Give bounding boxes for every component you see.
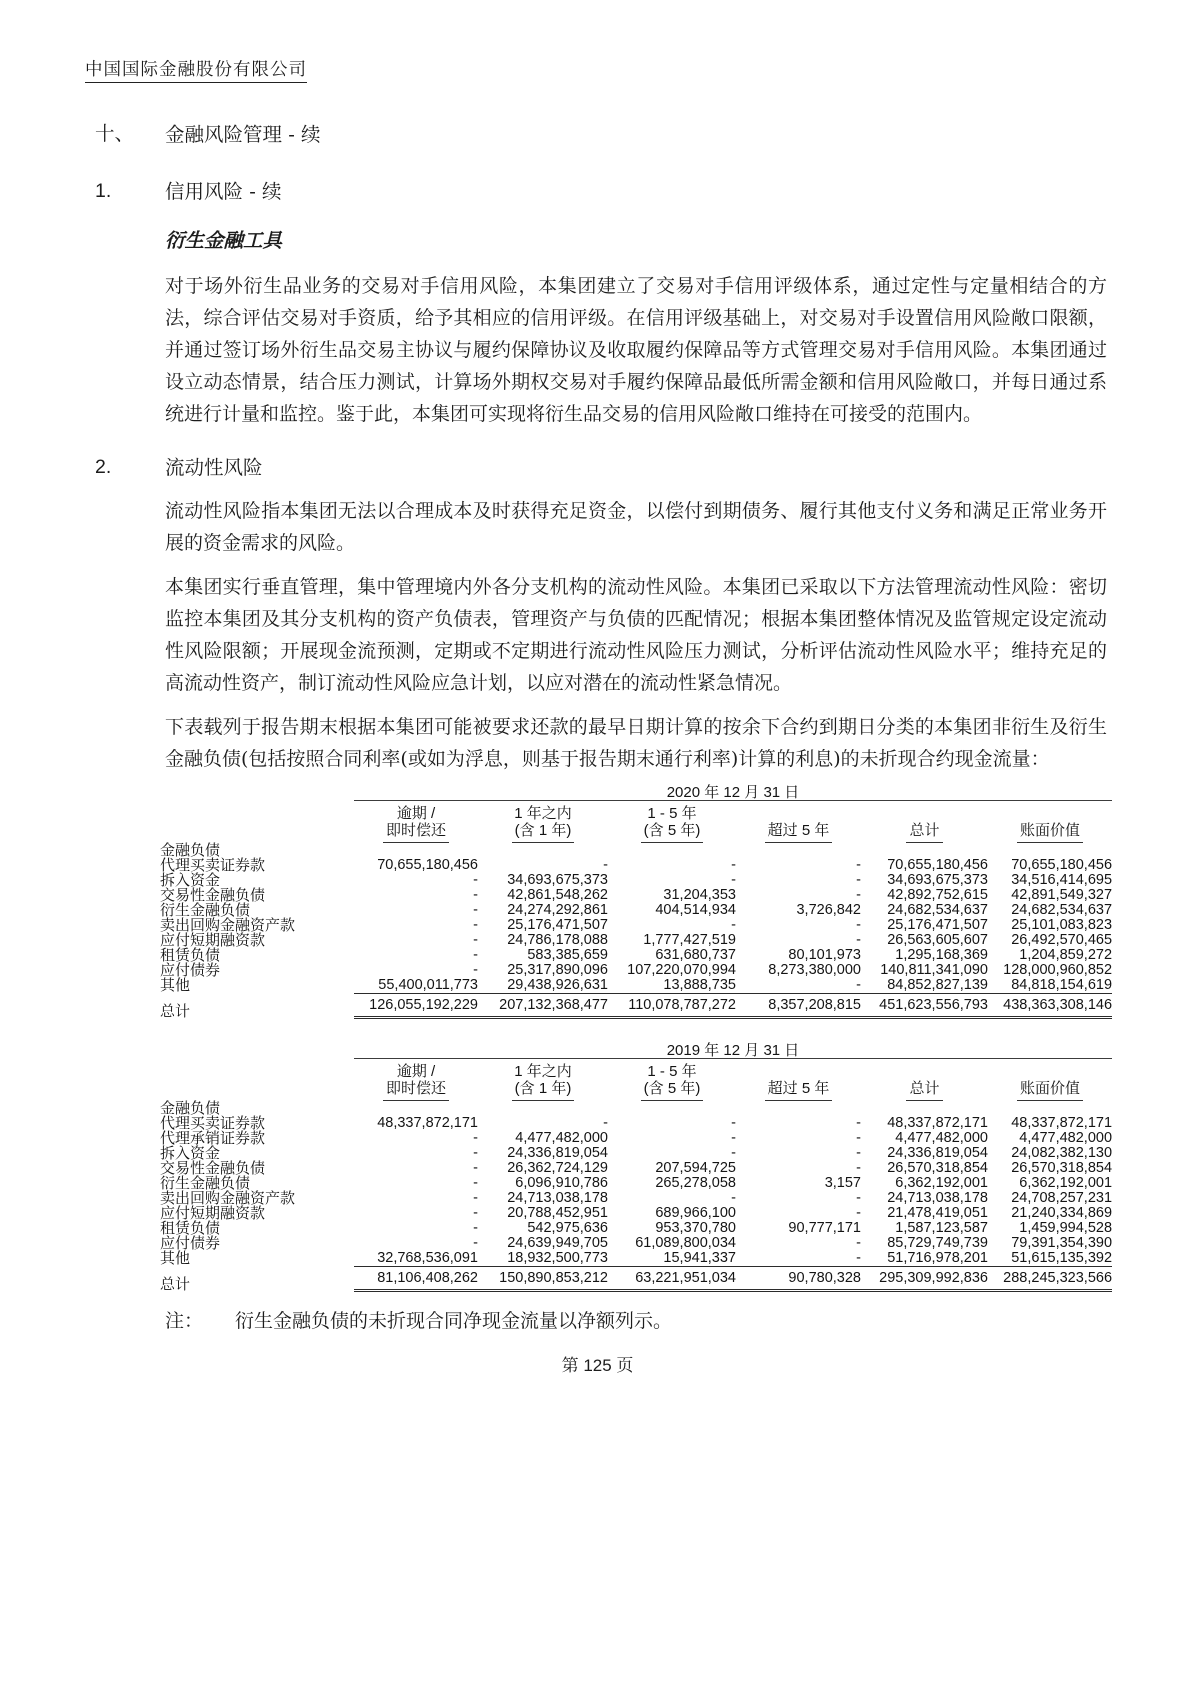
footnote-label: 注： [165,1310,204,1332]
cell-value: 18,932,500,773 [507,1250,608,1266]
cell-value: 26,563,605,607 [887,932,988,948]
cell-value: 26,570,318,854 [1011,1160,1113,1176]
cell-value: 26,492,570,465 [1011,932,1113,948]
cell-value: 26,570,318,854 [887,1160,988,1176]
table-row [160,1221,1112,1236]
total-value: 81,106,408,262 [354,1266,478,1292]
column-header: 超过 5 年 [736,1079,861,1101]
cell-value: 107,220,070,994 [627,962,736,978]
cell-value: 24,708,257,231 [1011,1190,1113,1206]
cell-value: 6,362,192,001 [895,1175,988,1191]
cell-value: 953,370,780 [655,1220,736,1236]
cell-value: 42,891,549,327 [1011,887,1113,903]
cell-value: - [856,1145,861,1161]
cell-value: 1,295,168,369 [895,947,988,963]
header-spacer [160,1059,354,1080]
row-label: 其他 [160,977,191,994]
cell-value: - [856,1115,861,1131]
cell-value: 24,682,534,637 [1011,902,1113,918]
cell-value: 631,680,737 [655,947,736,963]
table-row [160,1176,1112,1191]
cell-value: - [856,1160,861,1176]
table-corner [160,1043,354,1059]
cell-value: 84,852,827,139 [887,977,988,993]
cell-value: 265,278,058 [655,1175,736,1191]
cell-value: - [473,887,478,903]
column-header: 逾期 / [396,1063,436,1080]
page-number: 第 125 页 [561,1356,634,1375]
cell-value: 70,655,180,456 [887,857,988,873]
cell-value: - [856,1190,861,1206]
cell-value: 70,655,180,456 [1011,857,1113,873]
cell-value: - [473,947,478,963]
cell-value: - [473,932,478,948]
cell-value: 140,811,341,090 [880,962,988,978]
cell-value: - [731,857,736,873]
subsection-liquidity-number: 2. [95,456,112,478]
column-header [861,1059,988,1080]
credit-risk-paragraph: 对于场外衍生品业务的交易对手信用风险，本集团建立了交易对手信用评级体系，通过定性与定量相结合的方法，综合评估交易对手资质，给予其相应的信用评级。在信用评级基础上，对交易对手设置信用风险敞口限额，并通过签订场外衍生品交易主协议与履约保障协议及收取履约保障品等方式管理交易对手信用风险。本集团通过设立动态情景，结合压力测试，计算场外期权交易对手履约保障品最低所需金额和信用风险敞口，并每日通过系统进行计量和监控。鉴于此，本集团可实现将衍生品交易的信用风险敞口维持在可接受的范围内。 [165,275,1107,425]
row-label: 代理承销证券款 [160,1130,266,1147]
cell-value: 20,788,452,951 [507,1205,608,1221]
total-row [160,1266,1112,1292]
table-row [160,888,1112,903]
cell-value: 70,655,180,456 [377,857,478,873]
cell-value: 24,082,382,130 [1011,1145,1113,1161]
header-spacer [160,1079,354,1101]
group-header: 金融负债 [160,1100,221,1117]
cell-value: - [473,1235,478,1251]
column-header [736,801,861,822]
liabilities-maturity-table [160,785,1112,1019]
cell-value: 61,089,800,034 [635,1235,736,1251]
total-value: 150,890,853,212 [478,1266,608,1292]
cell-value: - [856,887,861,903]
cell-value: - [856,932,861,948]
cell-value: 31,204,353 [663,887,736,903]
main-section-title: 金融风险管理 - 续 [165,123,321,146]
cell-value: 207,594,725 [655,1160,736,1176]
total-value: 63,221,951,034 [608,1266,736,1292]
cell-value: 25,317,890,096 [507,962,608,978]
footnote-text: 衍生金融负债的未折现合同净现金流量以净额列示。 [235,1310,673,1332]
subsection-credit-title: 信用风险 - 续 [165,180,282,203]
cell-value: 4,477,482,000 [1019,1130,1113,1146]
cell-value: - [473,1220,478,1236]
cell-value: - [473,1145,478,1161]
cell-value: - [856,872,861,888]
cell-value: - [473,917,478,933]
column-header: 1 - 5 年 [647,1063,697,1080]
cell-value: 48,337,872,171 [887,1115,988,1131]
column-header: 1 年之内 [514,1063,572,1080]
cell-value: - [856,1130,861,1146]
cell-value: 32,768,536,091 [377,1250,478,1266]
maturity-table-2019-block [160,1042,1113,1293]
column-header: 1 年之内 [514,805,572,822]
subsection-liquidity-title: 流动性风险 [165,456,263,479]
cell-value: 13,888,735 [663,977,736,993]
cell-value: 4,477,482,000 [515,1130,608,1146]
column-header: (含 1 年) [478,821,608,843]
row-label: 应付债券 [160,1235,221,1252]
row-label: 代理买卖证券款 [160,1115,266,1132]
total-label: 总计 [160,1003,191,1020]
cell-value: 1,777,427,519 [643,932,736,948]
cell-value: - [856,1205,861,1221]
cell-value: 55,400,011,773 [378,977,478,993]
cell-value: 24,336,819,054 [887,1145,988,1161]
cell-value: 583,385,659 [527,947,608,963]
cell-value: 24,639,949,705 [507,1235,608,1251]
table-row [160,1161,1112,1176]
cell-value: 21,240,334,869 [1011,1205,1113,1221]
cell-value: 128,000,960,852 [1003,962,1113,978]
row-label: 卖出回购金融资产款 [160,1190,296,1207]
row-label: 应付债券 [160,962,221,979]
row-label: 卖出回购金融资产款 [160,917,296,934]
cell-value: - [473,872,478,888]
cell-value: 42,892,752,615 [887,887,988,903]
table-row [160,978,1112,993]
cell-value: 3,157 [824,1175,861,1191]
cell-value: 79,391,354,390 [1011,1235,1113,1251]
cell-value: 24,713,038,178 [887,1190,988,1206]
cell-value: - [731,872,736,888]
cell-value: 1,204,859,272 [1019,947,1113,963]
cell-value: 80,101,973 [788,947,861,963]
cell-value: 24,713,038,178 [507,1190,608,1206]
total-value: 8,357,208,815 [736,993,861,1019]
total-value: 126,055,192,229 [354,993,478,1019]
main-section-row [95,121,1110,148]
subsection-credit-number: 1. [95,180,112,202]
cell-value: 84,818,154,619 [1011,977,1113,993]
table-date: 2019 年 12 月 31 日 [354,1043,1112,1059]
table-row [160,1191,1112,1206]
table-row [160,948,1112,963]
cell-value: - [731,917,736,933]
total-value: 90,780,328 [736,1266,861,1292]
cell-value: 26,362,724,129 [507,1160,608,1176]
liabilities-maturity-table [160,1043,1112,1292]
column-header [736,1059,861,1080]
cell-value: 15,941,337 [663,1250,736,1266]
row-label: 其他 [160,1250,191,1267]
cell-value: - [731,1115,736,1131]
cell-value: 1,587,123,587 [895,1220,988,1236]
table-corner [160,785,354,801]
cell-value: - [731,1130,736,1146]
cell-value: 42,861,548,262 [507,887,608,903]
table-row [160,1146,1112,1161]
column-header: 超过 5 年 [736,821,861,843]
cell-value: 90,777,171 [788,1220,861,1236]
column-header: 逾期 / [396,805,436,822]
row-label: 应付短期融资款 [160,932,266,949]
cell-value: 24,786,178,088 [507,932,608,948]
group-header: 金融负债 [160,842,221,859]
cell-value: 1,459,994,528 [1019,1220,1113,1236]
cell-value: - [856,977,861,993]
cell-value: 51,615,135,392 [1011,1250,1113,1266]
table-row [160,918,1112,933]
cell-value: 51,716,978,201 [887,1250,988,1266]
cell-value: - [603,857,608,873]
total-row [160,993,1112,1019]
cell-value: 85,729,749,739 [887,1235,988,1251]
liquidity-paragraph-3: 下表载列于报告期末根据本集团可能被要求还款的最早日期计算的按余下合约到期日分类的本集团非衍生及衍生金融负债(包括按照合同利率(或如为浮息，则基于报告期末通行利率)计算的利息)的未折现合约现金流量： [165,716,1107,770]
column-header: (含 5 年) [608,1079,736,1101]
cell-value: - [856,1250,861,1266]
cell-value: 25,101,083,823 [1011,917,1113,933]
maturity-table-2020-block [160,784,1113,1020]
cell-value: 48,337,872,171 [1011,1115,1113,1131]
cell-value: - [473,1175,478,1191]
table-row [160,858,1112,873]
cell-value: - [856,857,861,873]
column-header [861,801,988,822]
table-row [160,1116,1112,1131]
cell-value: 21,478,419,051 [887,1205,988,1221]
cell-value: - [856,917,861,933]
cell-value: - [473,1190,478,1206]
table-row [160,1251,1112,1266]
cell-value: 24,336,819,054 [507,1145,608,1161]
column-header: 1 - 5 年 [647,805,697,822]
liquidity-paragraph-1: 流动性风险指本集团无法以合理成本及时获得充足资金，以偿付到期债务、履行其他支付义务和满足正常业务开展的资金需求的风险。 [165,500,1107,554]
cell-value: - [473,1205,478,1221]
row-label: 交易性金融负债 [160,1160,266,1177]
total-label: 总计 [160,1276,191,1293]
cell-value: 3,726,842 [796,902,861,918]
table-row [160,903,1112,918]
column-header: (含 1 年) [478,1079,608,1101]
cell-value: - [603,1115,608,1131]
row-label: 拆入资金 [160,872,221,889]
row-label: 租赁负债 [160,1220,221,1237]
row-label: 衍生金融负债 [160,1175,251,1192]
total-value: 207,132,368,477 [478,993,608,1019]
column-header: 总计 [861,821,988,843]
cell-value: 6,096,910,786 [515,1175,608,1191]
total-value: 288,245,323,566 [988,1266,1112,1292]
column-header: 账面价值 [988,1079,1112,1101]
column-header [988,801,1112,822]
column-header: 即时偿还 [354,821,478,843]
cell-value: 34,693,675,373 [887,872,988,888]
total-value: 295,309,992,836 [861,1266,988,1292]
total-value: 438,363,308,146 [988,993,1112,1019]
cell-value: - [473,962,478,978]
row-label: 应付短期融资款 [160,1205,266,1222]
row-label: 交易性金融负债 [160,887,266,904]
derivatives-heading: 衍生金融工具 [165,229,283,252]
header-spacer [160,821,354,843]
liquidity-paragraph-2: 本集团实行垂直管理，集中管理境内外各分支机构的流动性风险。本集团已采取以下方法管理流动性风险：密切监控本集团及其分支机构的资产负债表，管理资产与负债的匹配情况；根据本集团整体情况及监管规定设定流动性风险限额；开展现金流预测，定期或不定期进行流动性风险压力测试，分析评估流动性风险水平；维持充足的高流动性资产，制订流动性风险应急计划，以应对潜在的流动性紧急情况。 [165,576,1107,694]
row-label: 拆入资金 [160,1145,221,1162]
table-row [160,963,1112,978]
cell-value: 29,438,926,631 [507,977,608,993]
cell-value: 34,516,414,695 [1011,872,1113,888]
column-header: (含 5 年) [608,821,736,843]
table-row [160,1131,1112,1146]
column-header: 总计 [861,1079,988,1101]
cell-value: 25,176,471,507 [887,917,988,933]
total-value: 451,623,556,793 [861,993,988,1019]
company-name: 中国国际金融股份有限公司 [85,56,1110,81]
cell-value: 34,693,675,373 [507,872,608,888]
table-row [160,873,1112,888]
cell-value: 48,337,872,171 [377,1115,478,1131]
footnote-row [165,1308,1110,1335]
column-header [988,1059,1112,1080]
cell-value: 8,273,380,000 [768,962,861,978]
cell-value: 404,514,934 [655,902,736,918]
cell-value: - [473,902,478,918]
column-header: 即时偿还 [354,1079,478,1101]
table-row [160,1236,1112,1251]
row-label: 衍生金融负债 [160,902,251,919]
subsection-credit-row [95,178,1110,205]
total-value: 110,078,787,272 [608,993,736,1019]
cell-value: 542,975,636 [527,1220,608,1236]
table-row [160,933,1112,948]
cell-value: 689,966,100 [655,1205,736,1221]
main-section-number: 十、 [95,123,135,145]
cell-value: - [856,1235,861,1251]
cell-value: 24,274,292,861 [507,902,608,918]
column-header: 账面价值 [988,821,1112,843]
header-spacer [160,801,354,822]
row-label: 租赁负债 [160,947,221,964]
subsection-liquidity-row [95,438,1110,481]
cell-value: 4,477,482,000 [895,1130,988,1146]
cell-value: - [473,1130,478,1146]
cell-value: - [473,1160,478,1176]
table-row [160,1206,1112,1221]
cell-value: 6,362,192,001 [1019,1175,1113,1191]
cell-value: - [731,1145,736,1161]
cell-value: - [731,1190,736,1206]
table-date: 2020 年 12 月 31 日 [354,785,1112,801]
cell-value: 24,682,534,637 [887,902,988,918]
row-label: 代理买卖证券款 [160,857,266,874]
cell-value: 25,176,471,507 [507,917,608,933]
